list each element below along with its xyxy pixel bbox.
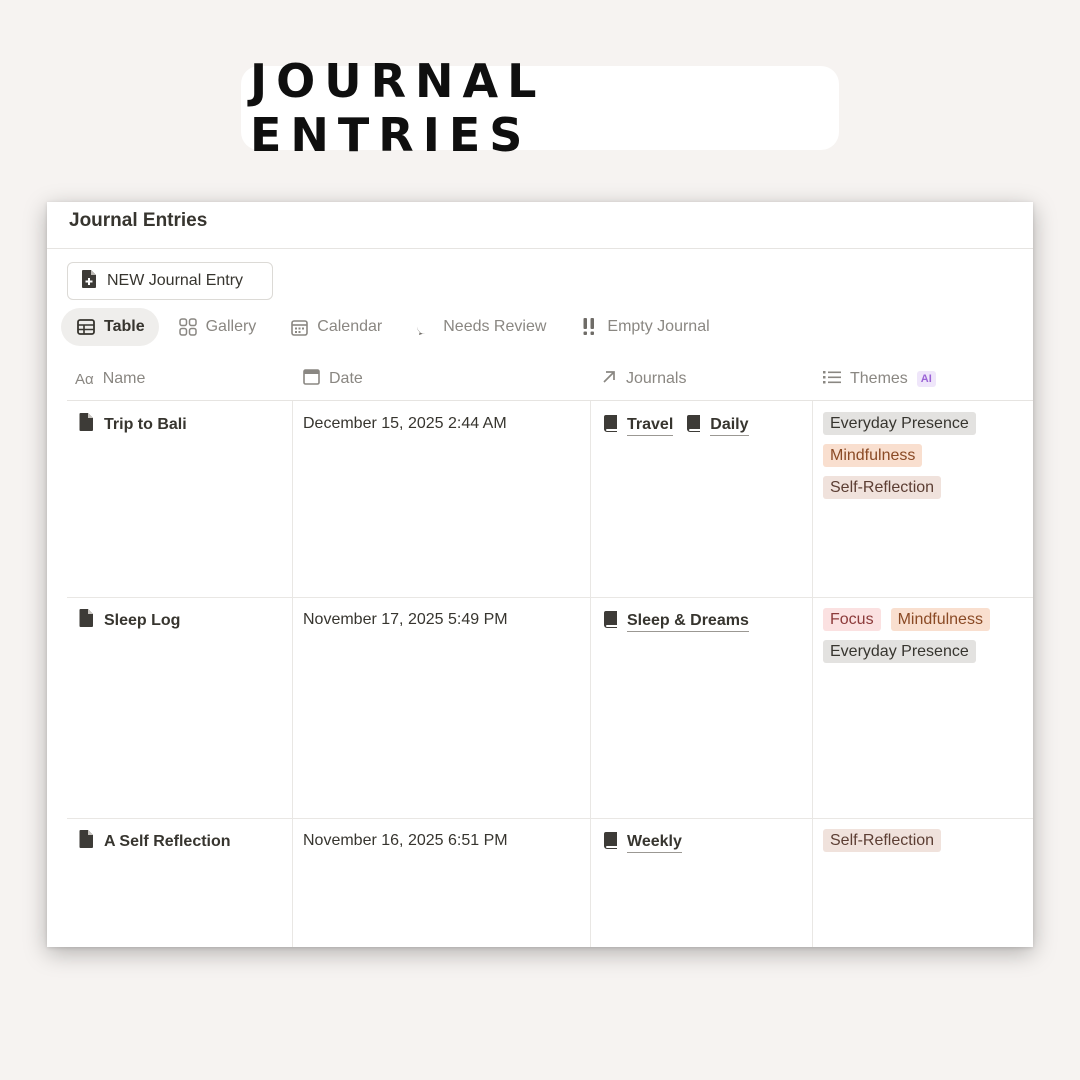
journal-relation-link[interactable] xyxy=(604,611,749,633)
row-journals-cell[interactable] xyxy=(604,415,763,437)
column-header-label: Name xyxy=(102,370,146,387)
double-exclamation-icon xyxy=(580,318,598,336)
row-themes-cell[interactable] xyxy=(823,829,1013,852)
new-journal-entry-button[interactable] xyxy=(67,262,273,300)
tab-label: Gallery xyxy=(205,318,257,335)
calendar-icon xyxy=(290,318,308,336)
relation-arrow-icon xyxy=(601,369,617,390)
view-tabs xyxy=(61,307,728,347)
tab-needs-review[interactable] xyxy=(400,308,560,346)
journal-relation-link[interactable] xyxy=(604,832,682,854)
column-divider xyxy=(812,401,813,947)
row-name: Sleep Log xyxy=(104,611,181,629)
row-date[interactable]: November 16, 2025 6:51 PM xyxy=(303,832,508,849)
banner-title: JOURNAL ENTRIES xyxy=(250,54,546,162)
journal-name: Weekly xyxy=(627,833,682,853)
theme-tag: Mindfulness xyxy=(891,608,990,631)
book-icon xyxy=(604,415,619,437)
theme-tag: Self-Reflection xyxy=(823,476,941,499)
row-name-cell[interactable] xyxy=(79,413,187,436)
book-icon xyxy=(604,832,619,854)
column-header-label: Journals xyxy=(626,370,687,387)
tab-label: Needs Review xyxy=(443,318,547,335)
tab-gallery[interactable] xyxy=(163,308,271,346)
theme-tag: Self-Reflection xyxy=(823,829,941,852)
row-journals-cell[interactable] xyxy=(604,611,763,633)
page-icon xyxy=(79,830,94,853)
column-divider xyxy=(590,401,591,947)
book-icon xyxy=(604,611,619,633)
gallery-icon xyxy=(179,318,197,336)
row-divider xyxy=(67,818,1033,819)
journal-name: Travel xyxy=(627,416,673,436)
row-name: Trip to Bali xyxy=(104,415,187,433)
table-icon xyxy=(77,318,95,336)
row-name: A Self Reflection xyxy=(104,832,231,850)
theme-tag: Focus xyxy=(823,608,881,631)
title-divider xyxy=(47,248,1033,249)
tab-label: Calendar xyxy=(317,318,383,335)
new-page-icon xyxy=(81,270,97,293)
column-header-date[interactable] xyxy=(303,357,363,401)
row-name-cell[interactable] xyxy=(79,830,231,853)
database-panel xyxy=(47,202,1033,947)
tab-calendar[interactable] xyxy=(274,308,396,346)
journal-name: Daily xyxy=(710,416,748,436)
row-date[interactable]: December 15, 2025 2:44 AM xyxy=(303,415,507,432)
tab-empty-journal[interactable] xyxy=(564,308,723,346)
column-divider xyxy=(292,401,293,947)
tab-table[interactable] xyxy=(61,308,159,346)
column-header-journals[interactable] xyxy=(601,357,686,401)
database-title[interactable]: Journal Entries xyxy=(69,210,208,231)
column-header-themes[interactable] xyxy=(823,357,936,401)
theme-tag: Everyday Presence xyxy=(823,640,976,663)
speech-alert-icon xyxy=(416,318,434,336)
row-themes-cell[interactable] xyxy=(823,608,1013,663)
header-divider xyxy=(67,400,1033,401)
new-button-label: NEW Journal Entry xyxy=(107,272,244,289)
journal-relation-link[interactable] xyxy=(687,415,748,437)
journal-relation-link[interactable] xyxy=(604,415,673,437)
row-date[interactable]: November 17, 2025 5:49 PM xyxy=(303,611,508,628)
calendar-property-icon xyxy=(303,368,320,390)
column-header-label: Themes xyxy=(850,370,908,387)
column-header-name[interactable] xyxy=(75,357,145,401)
list-property-icon xyxy=(823,369,841,390)
tab-label: Table xyxy=(104,318,145,335)
page-icon xyxy=(79,609,94,632)
theme-tag: Everyday Presence xyxy=(823,412,976,435)
row-divider xyxy=(67,597,1033,598)
text-property-icon: Aα xyxy=(75,370,94,388)
column-header-label: Date xyxy=(329,370,363,387)
row-themes-cell[interactable] xyxy=(823,412,1013,499)
ai-badge: AI xyxy=(917,371,936,387)
page-banner xyxy=(241,54,839,162)
page-icon xyxy=(79,413,94,436)
journal-name: Sleep & Dreams xyxy=(627,612,749,632)
tab-label: Empty Journal xyxy=(607,318,710,335)
theme-tag: Mindfulness xyxy=(823,444,922,467)
row-journals-cell[interactable] xyxy=(604,832,696,854)
book-icon xyxy=(687,415,702,437)
row-name-cell[interactable] xyxy=(79,609,180,632)
